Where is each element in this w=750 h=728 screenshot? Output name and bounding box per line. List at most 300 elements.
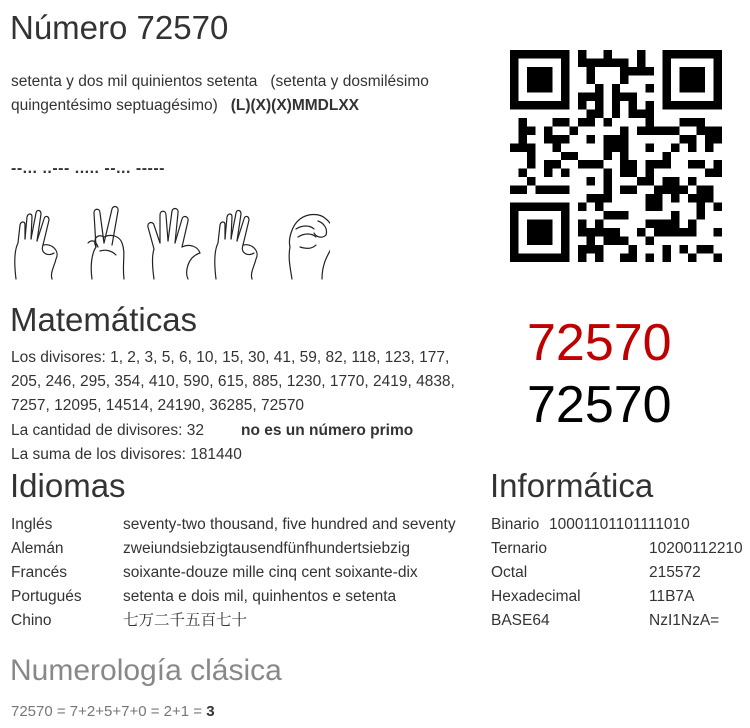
qr-module <box>697 203 705 211</box>
qr-module <box>637 126 645 134</box>
qr-module <box>535 237 543 245</box>
qr-module <box>705 101 713 109</box>
qr-module <box>612 58 620 66</box>
qr-module <box>688 220 696 228</box>
qr-module <box>578 254 586 262</box>
qr-module <box>646 220 654 228</box>
qr-module <box>688 118 696 126</box>
qr-module <box>697 67 705 75</box>
qr-module <box>620 186 628 194</box>
qr-module <box>620 92 628 100</box>
qr-module <box>578 101 586 109</box>
qr-module <box>518 254 526 262</box>
numerology-result: 3 <box>206 703 215 720</box>
qr-module <box>680 75 688 83</box>
qr-module <box>629 92 637 100</box>
qr-module <box>654 160 662 168</box>
qr-module <box>561 92 569 100</box>
big-number-black: 72570 <box>527 376 672 434</box>
qr-module <box>510 50 518 58</box>
qr-module <box>595 254 603 262</box>
languages-section-title: Idiomas <box>10 467 126 504</box>
qr-module <box>510 211 518 219</box>
qr-module <box>518 101 526 109</box>
qr-module <box>586 237 594 245</box>
qr-module <box>535 254 543 262</box>
qr-module <box>527 254 535 262</box>
qr-module <box>620 143 628 151</box>
qr-module <box>561 254 569 262</box>
base-name: Octal <box>491 564 528 581</box>
qr-module <box>620 67 628 75</box>
qr-module <box>603 177 611 185</box>
qr-module <box>620 211 628 219</box>
qr-module <box>714 58 722 66</box>
qr-module <box>612 109 620 117</box>
qr-module <box>603 194 611 202</box>
qr-module <box>552 143 560 151</box>
qr-module <box>646 126 654 134</box>
qr-module <box>663 160 671 168</box>
qr-module <box>680 135 688 143</box>
qr-module <box>654 194 662 202</box>
qr-module <box>586 67 594 75</box>
qr-module <box>518 143 526 151</box>
qr-module <box>663 67 671 75</box>
qr-module <box>561 67 569 75</box>
qr-module <box>654 126 662 134</box>
qr-module <box>552 160 560 168</box>
qr-module <box>646 160 654 168</box>
qr-module <box>578 203 586 211</box>
qr-module <box>552 118 560 126</box>
qr-module <box>671 101 679 109</box>
qr-module <box>527 220 535 228</box>
qr-module <box>637 58 645 66</box>
qr-module <box>595 160 603 168</box>
prime-status: no es un número primo <box>241 422 414 439</box>
qr-module <box>663 220 671 228</box>
qr-module <box>578 228 586 236</box>
qr-module <box>680 245 688 253</box>
qr-module <box>586 177 594 185</box>
qr-module <box>637 109 645 117</box>
qr-module <box>671 194 679 202</box>
qr-module <box>603 58 611 66</box>
qr-module <box>544 67 552 75</box>
qr-module <box>714 101 722 109</box>
roman-numeral: (L)(X)(X)MMDLXX <box>230 97 359 114</box>
qr-module <box>586 135 594 143</box>
qr-module <box>663 50 671 58</box>
language-name: Alemán <box>11 540 64 557</box>
qr-module <box>620 126 628 134</box>
qr-module <box>680 67 688 75</box>
base-name: Ternario <box>491 540 547 557</box>
qr-module <box>620 254 628 262</box>
language-name: Chino <box>11 612 52 629</box>
qr-module <box>561 186 569 194</box>
qr-module <box>714 126 722 134</box>
qr-module <box>510 228 518 236</box>
qr-module <box>688 135 696 143</box>
qr-module <box>603 50 611 58</box>
qr-module <box>544 75 552 83</box>
qr-module <box>663 186 671 194</box>
qr-module <box>714 254 722 262</box>
qr-module <box>612 101 620 109</box>
qr-module <box>637 67 645 75</box>
qr-module <box>569 126 577 134</box>
qr-module <box>663 228 671 236</box>
qr-module <box>705 245 713 253</box>
qr-module <box>629 169 637 177</box>
qr-module <box>544 135 552 143</box>
qr-module <box>620 152 628 160</box>
qr-module <box>705 186 713 194</box>
qr-module <box>561 50 569 58</box>
qr-module <box>527 152 535 160</box>
qr-module <box>688 177 696 185</box>
qr-module <box>646 169 654 177</box>
base-name: Hexadecimal <box>491 588 581 605</box>
qr-module <box>697 84 705 92</box>
qr-module <box>629 109 637 117</box>
qr-module <box>518 169 526 177</box>
ordinal-text: (setenta y dosmilésimo quingentésimo septuagésimo) <box>11 73 429 114</box>
qr-module <box>705 143 713 151</box>
qr-module <box>663 245 671 253</box>
qr-module <box>603 186 611 194</box>
qr-module <box>561 169 569 177</box>
qr-module <box>535 203 543 211</box>
divisors-list: Los divisores: 1, 2, 3, 5, 6, 10, 15, 30, 41, 59, 82, 118, 123, 177, 205, 246, 295, 354, 410, 590, 615, 885, 1230, 1770, 2419, 4838, 7257, 12095, 14514, 24190, 36285, 72570 <box>11 349 455 414</box>
qr-module <box>629 101 637 109</box>
qr-module <box>552 203 560 211</box>
qr-module <box>561 228 569 236</box>
qr-module <box>663 84 671 92</box>
qr-module <box>654 186 662 194</box>
morse-code: --... ..--- ..... --... ----- <box>11 160 166 177</box>
qr-module <box>620 169 628 177</box>
qr-module <box>561 58 569 66</box>
qr-module <box>595 245 603 253</box>
qr-module <box>688 50 696 58</box>
qr-module <box>561 75 569 83</box>
qr-module <box>527 50 535 58</box>
qr-module <box>705 50 713 58</box>
qr-module <box>680 186 688 194</box>
qr-module <box>552 101 560 109</box>
math-section-title: Matemáticas <box>10 301 198 338</box>
qr-module <box>714 169 722 177</box>
qr-module <box>586 58 594 66</box>
qr-module <box>595 194 603 202</box>
qr-module <box>510 143 518 151</box>
qr-module <box>552 135 560 143</box>
qr-module <box>714 67 722 75</box>
qr-module <box>680 50 688 58</box>
qr-module <box>612 135 620 143</box>
qr-module <box>603 169 611 177</box>
qr-module <box>561 245 569 253</box>
qr-module <box>697 245 705 253</box>
qr-module <box>603 152 611 160</box>
qr-module <box>646 143 654 151</box>
qr-module <box>688 67 696 75</box>
language-value: 七万二千五百七十 <box>123 612 248 629</box>
hand-sign-icon <box>148 209 200 279</box>
qr-module <box>663 58 671 66</box>
qr-module <box>654 228 662 236</box>
qr-module <box>544 220 552 228</box>
qr-module <box>671 177 679 185</box>
base-name: BASE64 <box>491 612 550 629</box>
qr-module <box>697 194 705 202</box>
qr-module <box>535 220 543 228</box>
qr-module <box>637 228 645 236</box>
qr-module <box>510 101 518 109</box>
qr-module <box>688 101 696 109</box>
qr-module <box>527 126 535 134</box>
qr-module <box>671 186 679 194</box>
qr-module <box>552 50 560 58</box>
qr-module <box>544 228 552 236</box>
qr-module <box>510 254 518 262</box>
qr-module <box>527 67 535 75</box>
hand-sign-icon <box>215 210 257 279</box>
qr-module <box>552 186 560 194</box>
qr-module <box>510 237 518 245</box>
qr-module <box>646 254 654 262</box>
qr-module <box>510 245 518 253</box>
base-value: 11B7A <box>649 588 695 605</box>
hand-sign-icon <box>15 210 57 279</box>
base-value: 215572 <box>649 564 701 581</box>
qr-module <box>714 228 722 236</box>
qr-module <box>586 92 594 100</box>
qr-module <box>714 92 722 100</box>
qr-module <box>527 143 535 151</box>
numerology-line <box>11 700 215 724</box>
qr-module <box>510 75 518 83</box>
qr-module <box>527 160 535 168</box>
qr-module <box>620 75 628 83</box>
qr-module <box>535 101 543 109</box>
qr-module <box>544 84 552 92</box>
big-number-red: 72570 <box>527 314 672 372</box>
qr-module <box>671 126 679 134</box>
sign-language-hands <box>10 203 330 281</box>
qr-module <box>527 177 535 185</box>
base-value: NzI1NzA= <box>649 612 720 629</box>
qr-module <box>612 84 620 92</box>
qr-module <box>544 101 552 109</box>
qr-module <box>663 254 671 262</box>
qr-module <box>714 135 722 143</box>
qr-module <box>518 50 526 58</box>
qr-module <box>510 58 518 66</box>
qr-module <box>646 67 654 75</box>
qr-module <box>561 135 569 143</box>
qr-module <box>561 211 569 219</box>
qr-module <box>697 75 705 83</box>
qr-module <box>535 186 543 194</box>
qr-code <box>510 50 722 262</box>
base-name: Binario <box>491 516 540 533</box>
qr-module <box>595 220 603 228</box>
qr-module <box>586 118 594 126</box>
qr-module <box>595 58 603 66</box>
qr-module <box>663 75 671 83</box>
qr-module <box>654 220 662 228</box>
qr-module <box>697 101 705 109</box>
qr-module <box>535 84 543 92</box>
qr-module <box>714 160 722 168</box>
qr-module <box>544 237 552 245</box>
qr-module <box>603 211 611 219</box>
qr-module <box>646 84 654 92</box>
qr-module <box>663 101 671 109</box>
qr-module <box>697 50 705 58</box>
qr-module <box>646 203 654 211</box>
qr-module <box>612 228 620 236</box>
qr-module <box>663 92 671 100</box>
qr-module <box>578 58 586 66</box>
qr-module <box>646 177 654 185</box>
qr-module <box>629 160 637 168</box>
numerology-expression: 72570 = 7+2+5+7+0 = 2+1 = <box>11 703 207 720</box>
language-value: seventy-two thousand, five hundred and seventy <box>123 516 456 533</box>
number-in-words <box>11 70 476 118</box>
qr-module <box>637 50 645 58</box>
qr-module <box>705 169 713 177</box>
qr-module <box>561 84 569 92</box>
qr-module <box>629 254 637 262</box>
hand-sign-icon <box>88 207 124 279</box>
qr-module <box>671 211 679 219</box>
qr-module <box>646 109 654 117</box>
qr-module <box>603 135 611 143</box>
qr-module <box>603 237 611 245</box>
qr-module <box>578 50 586 58</box>
qr-module <box>586 109 594 117</box>
qr-module <box>510 92 518 100</box>
qr-module <box>671 228 679 236</box>
qr-module <box>612 143 620 151</box>
qr-module <box>510 84 518 92</box>
qr-module <box>697 186 705 194</box>
qr-module <box>671 143 679 151</box>
qr-module <box>544 160 552 168</box>
qr-module <box>510 203 518 211</box>
qr-module <box>578 92 586 100</box>
qr-module <box>561 101 569 109</box>
language-name: Inglés <box>11 516 53 533</box>
qr-module <box>688 228 696 236</box>
qr-module <box>705 194 713 202</box>
qr-module <box>518 126 526 134</box>
qr-module <box>552 254 560 262</box>
qr-module <box>595 109 603 117</box>
page-title: Número 72570 <box>10 9 229 46</box>
qr-module <box>663 177 671 185</box>
qr-module <box>612 92 620 100</box>
language-value: soixante-douze mille cinq cent soixante-dix <box>123 564 418 581</box>
qr-module <box>510 186 518 194</box>
qr-module <box>620 237 628 245</box>
qr-module <box>603 228 611 236</box>
qr-module <box>595 92 603 100</box>
language-value: zweiundsiebzigtausendfünfhundertsiebzig <box>123 540 410 557</box>
qr-module <box>637 177 645 185</box>
qr-module <box>705 126 713 134</box>
qr-module <box>535 75 543 83</box>
qr-module <box>612 237 620 245</box>
qr-module <box>620 135 628 143</box>
qr-module <box>535 50 543 58</box>
divisor-count: La cantidad de divisores: 32 <box>11 422 205 439</box>
spelled-text: setenta y dos mil quinientos setenta <box>11 73 258 90</box>
qr-module <box>518 186 526 194</box>
qr-module <box>714 84 722 92</box>
qr-module <box>714 203 722 211</box>
qr-module <box>697 118 705 126</box>
qr-module <box>603 143 611 151</box>
qr-module <box>680 228 688 236</box>
qr-module <box>654 203 662 211</box>
numerology-section-title: Numerología clásica <box>10 654 282 687</box>
qr-module <box>714 50 722 58</box>
qr-module <box>688 143 696 151</box>
qr-module <box>510 220 518 228</box>
qr-module <box>544 169 552 177</box>
qr-module <box>646 118 654 126</box>
qr-module <box>586 245 594 253</box>
qr-module <box>544 126 552 134</box>
divisor-sum: La suma de los divisores: 181440 <box>11 446 242 463</box>
qr-module <box>612 211 620 219</box>
qr-module <box>688 75 696 83</box>
qr-module <box>544 50 552 58</box>
qr-module <box>646 194 654 202</box>
qr-module <box>680 84 688 92</box>
qr-module <box>697 211 705 219</box>
qr-module <box>578 160 586 168</box>
qr-module <box>629 67 637 75</box>
qr-module <box>578 220 586 228</box>
qr-module <box>595 228 603 236</box>
qr-module <box>527 237 535 245</box>
qr-module <box>620 160 628 168</box>
qr-module <box>510 67 518 75</box>
qr-module <box>561 203 569 211</box>
language-name: Portugués <box>11 588 82 605</box>
qr-module <box>569 152 577 160</box>
qr-module <box>578 245 586 253</box>
qr-module <box>518 203 526 211</box>
qr-module <box>714 75 722 83</box>
qr-module <box>705 135 713 143</box>
qr-module <box>561 118 569 126</box>
qr-module <box>535 67 543 75</box>
informatics-section-title: Informática <box>490 467 654 504</box>
qr-module <box>544 203 552 211</box>
qr-module <box>603 118 611 126</box>
qr-module <box>586 228 594 236</box>
qr-module <box>586 75 594 83</box>
qr-module <box>535 228 543 236</box>
